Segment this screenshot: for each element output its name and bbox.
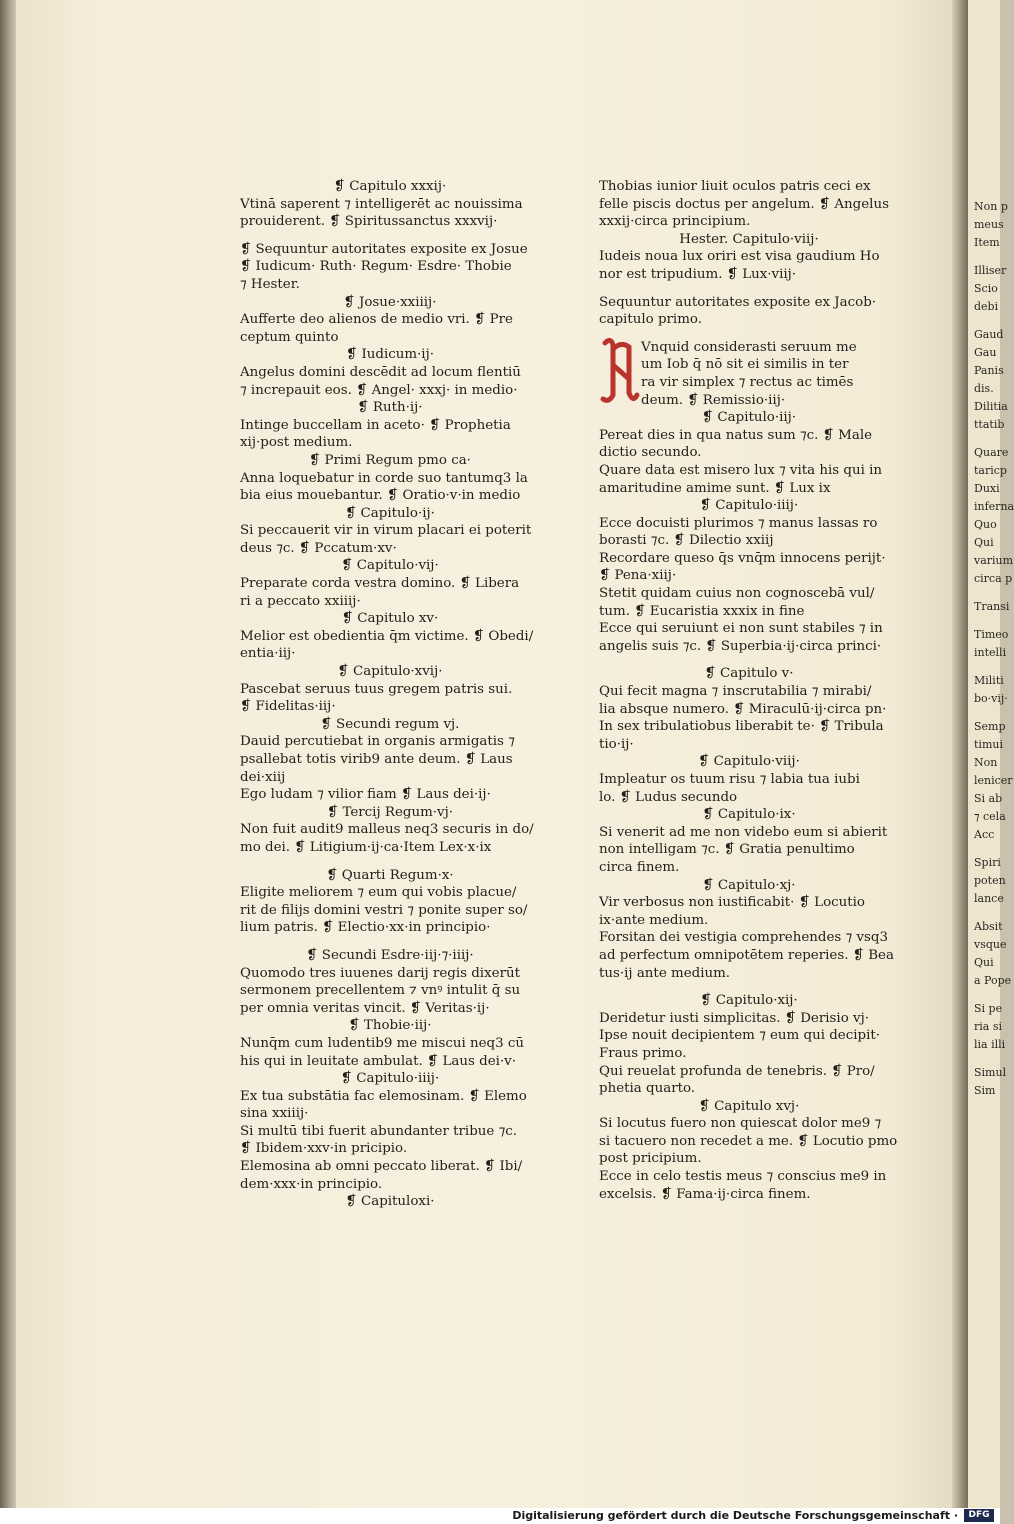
text-line: Melior est obedientia q̄m victime. ❡ Obedi/ — [240, 628, 534, 644]
text-line: capitulo primo. — [599, 312, 702, 328]
recto-fragment-line: ttatib — [974, 418, 1005, 431]
text-line: Ipse nouit decipientem ⁊ eum qui decipit· — [599, 1028, 881, 1044]
text-line: rit de filijs domini vestri ⁊ ponite super so/ — [240, 902, 528, 918]
text-line: Hester. Capitulo·viij· — [679, 231, 819, 247]
recto-fragment-line: lia illi — [974, 1038, 1006, 1051]
recto-fragment-line: Gaud — [974, 328, 1004, 341]
text-line: ❡ Capitulo v· — [704, 666, 794, 682]
text-line: mo dei. ❡ Litigium·ij·ca·Item Lex·x·ix — [240, 839, 492, 855]
recto-fragment-line: Simul — [974, 1066, 1007, 1079]
text-line: ❡ Capitulo·iiij· — [340, 1071, 440, 1087]
text-line: ❡ Josue·xxiiij· — [343, 294, 437, 310]
text-line: lo. ❡ Ludus secundo — [599, 789, 738, 805]
text-line: Dauid percutiebat in organis armigatis ⁊ — [240, 734, 515, 750]
dfg-logo: DFG — [964, 1509, 994, 1522]
text-line: ix·ante medium. — [599, 912, 709, 928]
recto-fragment-line: debi — [974, 300, 999, 313]
text-line: Anna loquebatur in corde suo tantumq3 la — [240, 470, 528, 486]
recto-fragment-line: lance — [974, 892, 1004, 905]
recto-fragment-line: Spiri — [974, 856, 1001, 869]
text-line: Preparate corda vestra domino. ❡ Libera — [240, 576, 520, 592]
recto-fragment-line: Panis — [974, 364, 1004, 377]
text-line: Ego ludam ⁊ vilior fiam ❡ Laus dei·ij· — [240, 787, 491, 803]
recto-fragment-line: Si pe — [974, 1002, 1003, 1015]
text-line: dictio secundo. — [599, 445, 702, 461]
text-line: post pricipium. — [599, 1151, 702, 1167]
text-line: Nunq̄m cum ludentib9 me miscui neq3 cū — [240, 1035, 525, 1051]
text-line: Thobias iunior liuit oculos patris ceci ex — [599, 179, 871, 194]
text-line: felle piscis doctus per angelum. ❡ Angelus — [599, 196, 889, 212]
decorated-initial — [599, 335, 639, 407]
recto-fragment-line: varium — [974, 554, 1014, 567]
text-line: Ecce in celo testis meus ⁊ conscius me9 in — [599, 1169, 887, 1185]
text-line: prouiderent. ❡ Spiritussanctus xxxvij· — [240, 214, 498, 230]
text-line: ⁊ increpauit eos. ❡ Angel· xxxj· in medio· — [240, 382, 518, 398]
initial-letter: N — [619, 374, 625, 381]
text-line: ❡ Capitulo·ij· — [345, 505, 435, 521]
text-line: borasti ⁊c. ❡ Dilectio xxiij — [599, 533, 774, 549]
recto-fragment-line: Non p — [974, 200, 1008, 213]
text-line: Pereat dies in qua natus sum ⁊c. ❡ Male — [599, 427, 873, 443]
text-line: ❡ Iudicum·ij· — [345, 347, 434, 363]
text-line: his qui in leuitate ambulat. ❡ Laus dei·v· — [240, 1053, 516, 1069]
text-line: Intinge buccellam in aceto· ❡ Prophetia — [240, 417, 511, 433]
text-line: ❡ Capitulo·xij· — [700, 993, 798, 1009]
text-line: Qui fecit magna ⁊ inscrutabilia ⁊ mirabi/ — [599, 684, 872, 700]
text-line: xij·post medium. — [240, 435, 353, 451]
text-line: ❡ Tercij Regum·vj· — [326, 804, 453, 820]
recto-fragment-line: Dilitia — [974, 400, 1008, 413]
verso-page — [16, 0, 962, 1508]
recto-fragment-line: Absit — [974, 920, 1003, 933]
recto-fragment-line: bo·vij· — [974, 692, 1008, 705]
text-line: entia·iij· — [240, 646, 296, 662]
text-line: Impleatur os tuum risu ⁊ labia tua iubi — [599, 772, 860, 787]
text-line: ❡ Capitulo·viij· — [698, 754, 800, 770]
text-line: ❡ Capitulo·iij· — [701, 410, 797, 426]
text-line: lia absque numero. ❡ Miraculū·ij·circa pn· — [599, 701, 887, 717]
recto-page-fragment — [968, 0, 1014, 1508]
text-line: Si venerit ad me non videbo eum si abierit — [599, 824, 888, 840]
paragraph-gap — [599, 329, 899, 339]
paragraph-gap — [599, 982, 899, 992]
text-line: Angelus domini descēdit ad locum flentiū — [240, 364, 521, 380]
text-line: dei·xiij — [240, 769, 286, 785]
text-line: ❡ Capitulo xxxij· — [333, 179, 447, 194]
funding-credit: Digitalisierung gefördert durch die Deutsche Forschungsgemeinschaft · — [512, 1509, 958, 1522]
text-line: Vnquid considerasti seruum me — [641, 339, 857, 355]
text-line: Stetit quidam cuius non cognoscebā vul/ — [599, 586, 875, 602]
recto-fragment-line: a Pope — [974, 974, 1012, 987]
text-line: sina xxiiij· — [240, 1106, 309, 1122]
text-line: deum. ❡ Remissio·iij· — [641, 392, 786, 408]
text-line: um Iob q̄ nō sit ei similis in ter — [641, 357, 849, 373]
recto-fragment-line: Item — [974, 236, 1000, 249]
recto-fragment-line: Timeo — [974, 628, 1009, 641]
text-line: ❡ Ruth·ij· — [357, 400, 423, 416]
text-line: ❡ Ibidem·xxv·in pricipio. — [240, 1141, 408, 1157]
text-line: In sex tribulatiobus liberabit te· ❡ Tribula — [599, 719, 884, 735]
paragraph-gap — [240, 231, 540, 241]
text-line: Ecce qui seruiunt ei non sunt stabiles ⁊ in — [599, 621, 883, 637]
text-line: Pascebat seruus tuus gregem patris sui. — [240, 681, 513, 697]
text-line: Ex tua substātia fac elemosinam. ❡ Elemo — [240, 1088, 527, 1104]
text-line: Sequuntur autoritates exposite ex Jacob· — [599, 294, 877, 310]
text-line: Recordare queso q̄s vnq̄m innocens perijt· — [599, 550, 886, 566]
text-line: Si locutus fuero non quiescat dolor me9 ⁊ — [599, 1116, 882, 1132]
text-line: ❡ Iudicum· Ruth· Regum· Esdre· Thobie — [240, 259, 512, 275]
recto-fragment-line: Illiser — [974, 264, 1007, 277]
recto-fragment-line: ⁊ cela — [974, 810, 1006, 823]
text-line: Si peccauerit vir in virum placari ei poterit — [240, 523, 532, 539]
text-line: ❡ Capitulo·vij· — [341, 558, 439, 574]
recto-fragment-line: intelli — [974, 646, 1007, 659]
text-line: Si multū tibi fuerit abundanter tribue ⁊c. — [240, 1123, 517, 1139]
recto-fragment-line: Militi — [974, 674, 1004, 687]
text-line: nor est tripudium. ❡ Lux·viij· — [599, 266, 797, 282]
recto-fragment-line: Transi — [974, 600, 1010, 613]
recto-fragment-line: Gau — [974, 346, 997, 359]
text-line: ❡ Capitulo xvj· — [698, 1098, 800, 1114]
text-line: circa finem. — [599, 859, 680, 875]
text-line: ❡ Thobie·iij· — [348, 1018, 432, 1034]
text-line: ❡ Secundi Esdre·iij·⁊·iiij· — [306, 947, 474, 963]
recto-fragment-line: timui — [974, 738, 1003, 751]
text-line: ❡ Sequuntur autoritates exposite ex Josue — [240, 241, 528, 257]
text-line: ❡ Capitulo·xj· — [702, 877, 796, 893]
recto-fragment-line: circa p — [974, 572, 1013, 585]
text-line: tus·ij ante medium. — [599, 965, 731, 981]
recto-fragment-line: dis. — [974, 382, 994, 395]
text-line: Fraus primo. — [599, 1045, 687, 1061]
recto-fragment-line: vsque — [974, 938, 1007, 951]
recto-fragment-line: Si ab — [974, 792, 1003, 805]
recto-fragment-line: Duxi — [974, 482, 1000, 495]
recto-fragment-line: poten — [974, 874, 1006, 887]
text-line: xxxij·circa principium. — [599, 214, 751, 230]
text-line: amaritudine amime sunt. ❡ Lux ix — [599, 480, 831, 496]
paragraph-gap — [599, 284, 899, 294]
recto-fragment-line: Scio — [974, 282, 998, 295]
text-line: ❡ Capituloxi· — [345, 1194, 435, 1210]
paragraph-gap — [599, 655, 899, 665]
text-line: Quomodo tres iuuenes darij regis dixerūt — [240, 965, 520, 981]
recto-fragment-line: Semp — [974, 720, 1006, 733]
recto-fragment-line: Sim — [974, 1084, 996, 1097]
text-line: Deridetur iusti simplicitas. ❡ Derisio vj· — [599, 1010, 869, 1026]
text-line: ceptum quinto — [240, 329, 339, 345]
text-line: ❡ Capitulo·xvij· — [337, 664, 443, 680]
recto-fragment-line: Acc — [974, 828, 995, 841]
left-text-column — [240, 178, 540, 1211]
recto-fragment-line: Non — [974, 756, 998, 769]
text-line: tum. ❡ Eucaristia xxxix in fine — [599, 603, 805, 619]
text-line: Ecce docuisti plurimos ⁊ manus lassas ro — [599, 515, 878, 531]
text-line: ❡ Capitulo·iiij· — [699, 498, 799, 514]
text-line: Aufferte deo alienos de medio vri. ❡ Pre — [240, 312, 513, 328]
recto-fragment-line: inferna — [974, 500, 1014, 513]
recto-fragment-line: Quare — [974, 446, 1009, 459]
text-line: Iudeis noua lux oriri est visa gaudium Ho — [599, 249, 880, 265]
text-line: ⁊ Hester. — [240, 276, 300, 292]
text-line: si tacuero non recedet a me. ❡ Locutio pmo — [599, 1133, 898, 1149]
footer-bar — [0, 1508, 1000, 1524]
text-line: Forsitan dei vestigia comprehendes ⁊ vsq3 — [599, 930, 888, 946]
text-line: excelsis. ❡ Fama·ij·circa finem. — [599, 1186, 811, 1202]
text-line: Eligite meliorem ⁊ eum qui vobis placue/ — [240, 885, 517, 901]
paragraph-gap — [240, 857, 540, 867]
text-line: ❡ Secundi regum vj. — [320, 716, 460, 732]
text-line: lium patris. ❡ Electio·xx·in principio· — [240, 920, 491, 936]
text-line: non intelligam ⁊c. ❡ Gratia penultimo — [599, 842, 855, 858]
text-line: ❡ Fidelitas·iij· — [240, 699, 336, 715]
text-line: Quare data est misero lux ⁊ vita his qui in — [599, 462, 883, 478]
text-line: bia eius mouebantur. ❡ Oratio·v·in medio — [240, 488, 521, 504]
text-line: ❡ Primi Regum pmo ca· — [309, 452, 471, 468]
text-line: Non fuit audit9 malleus neq3 securis in do/ — [240, 822, 534, 838]
text-line: ❡ Pena·xiij· — [599, 568, 677, 584]
text-line: ❡ Quarti Regum·x· — [326, 867, 454, 883]
text-line: ra vir simplex ⁊ rectus ac timēs — [641, 374, 854, 390]
text-line: ❡ Capitulo·ix· — [702, 807, 796, 823]
recto-fragment-line: Quo — [974, 518, 997, 531]
right-text-column — [599, 178, 899, 1203]
recto-fragment-line: Qui — [974, 956, 994, 969]
text-line: per omnia veritas vincit. ❡ Veritas·ij· — [240, 1000, 490, 1016]
recto-fragment-line: Qui — [974, 536, 994, 549]
text-line: deus ⁊c. ❡ Pccatum·xv· — [240, 540, 397, 556]
recto-fragment-line: ria si — [974, 1020, 1002, 1033]
recto-fragment-line: taricp — [974, 464, 1007, 477]
recto-fragment-line: meus — [974, 218, 1004, 231]
text-line: Elemosina ab omni peccato liberat. ❡ Ibi/ — [240, 1159, 523, 1175]
paragraph-gap — [240, 937, 540, 947]
text-line: dem·xxx·in principio. — [240, 1176, 383, 1192]
text-line: Vir verbosus non iustificabit· ❡ Locutio — [599, 895, 865, 911]
text-line: ad perfectum omnipotētem reperies. ❡ Bea — [599, 947, 894, 963]
text-line: Vtinā saperent ⁊ intelligerēt ac nouissima — [240, 196, 523, 212]
text-line: sermonem precellentem ⁊ vnꝰ intulit q̄ su — [240, 983, 521, 999]
text-line: psallebat totis virib9 ante deum. ❡ Laus — [240, 752, 513, 767]
text-line: ❡ Capitulo xv· — [341, 611, 439, 627]
recto-fragment-line: lenicer — [974, 774, 1013, 787]
text-line: ri a peccato xxiiij· — [240, 593, 361, 609]
text-line: angelis suis ⁊c. ❡ Superbia·ij·circa princi· — [599, 638, 882, 654]
text-line: Qui reuelat profunda de tenebris. ❡ Pro/ — [599, 1063, 875, 1079]
text-line: phetia quarto. — [599, 1081, 696, 1097]
text-line: tio·ij· — [599, 736, 634, 752]
